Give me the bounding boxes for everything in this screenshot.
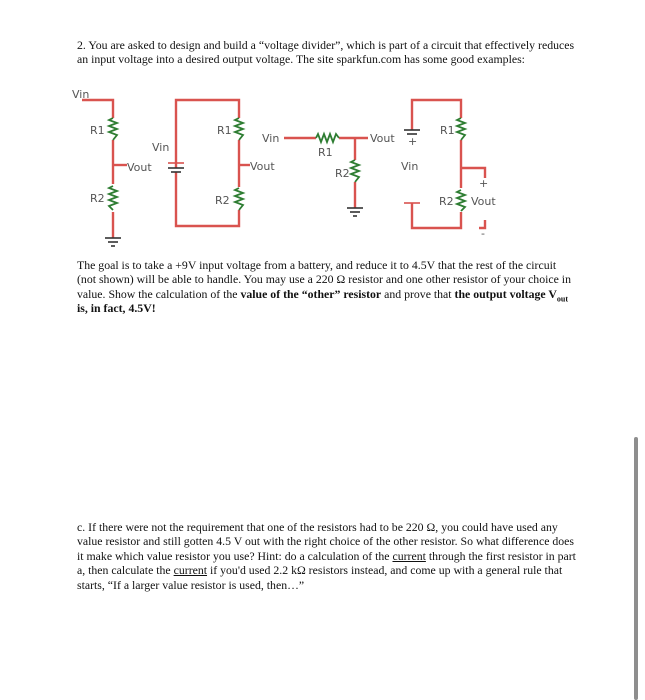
d1-r2-label: R2	[90, 192, 105, 205]
d2-r1-label: R1	[217, 124, 232, 137]
d3-r1-label: R1	[318, 146, 333, 159]
d1-vin-label: Vin	[72, 88, 90, 101]
d4-r2-label: R2	[439, 195, 454, 208]
d4-vin-label: Vin	[401, 160, 419, 173]
d2-r2-label: R2	[215, 194, 230, 207]
d3-vout-label: Vout	[370, 132, 395, 145]
d4-plus-label: +	[479, 177, 489, 190]
scrollbar-thumb[interactable]	[634, 437, 638, 700]
goal-text-2: and prove that	[381, 286, 455, 301]
d4-r1-label: R1	[440, 124, 455, 137]
question-goal	[77, 258, 577, 316]
part-c-underline-2: current	[173, 563, 208, 578]
d3-plus-label: +	[408, 135, 418, 148]
part-c-text-2: through the first resistor in part a, then calculate the	[77, 548, 576, 578]
d1-vout-label: Vout	[127, 161, 152, 174]
part-c-text-1: c. If there were not the requirement that one of the resistors had to be 220 Ω, you could have used any value resistor and still gotten 4.5 V out with the right choice of the other resistor. So what difference does it make which value resistor you use? Hint: do a calculation of the	[77, 520, 575, 563]
question-part-c	[77, 520, 577, 592]
d4-minus-label: -	[481, 227, 485, 240]
goal-bold-2b: is, in fact, 4.5V!	[77, 301, 156, 316]
goal-text-1: The goal is to take a +9V input voltage from a battery, and reduce it to 4.5V that the rest of the circuit (not shown) will be able to handle. You may use a 220 Ω resistor and one other resistor of your choice in value. Show the calculation of the	[77, 258, 571, 301]
d4-vout-label: Vout	[471, 195, 496, 208]
intro-text: 2. You are asked to design and build a “voltage divider”, which is part of a circuit that effectively reduces an input voltage into a desired output voltage. The site sparkfun.com has some good examples:	[77, 38, 575, 67]
d2-vout-label: Vout	[250, 160, 275, 173]
goal-bold-2sub: out	[556, 294, 569, 304]
d2-vin-label: Vin	[152, 141, 170, 154]
part-c-text-3: if you'd used 2.2 kΩ resistors instead, and come up with a general rule that starts, “If a larger value resistor is used, then…”	[77, 563, 563, 592]
goal-bold-2a: the output voltage V	[454, 286, 557, 301]
d3-vin-label: Vin	[262, 132, 280, 145]
d3-r2-label: R2	[335, 167, 350, 180]
part-c-underline-1: current	[392, 548, 426, 563]
d1-r1-label: R1	[90, 124, 105, 137]
voltage-divider-diagrams	[0, 0, 630, 250]
goal-bold-1: value of the “other” resistor	[240, 286, 382, 301]
